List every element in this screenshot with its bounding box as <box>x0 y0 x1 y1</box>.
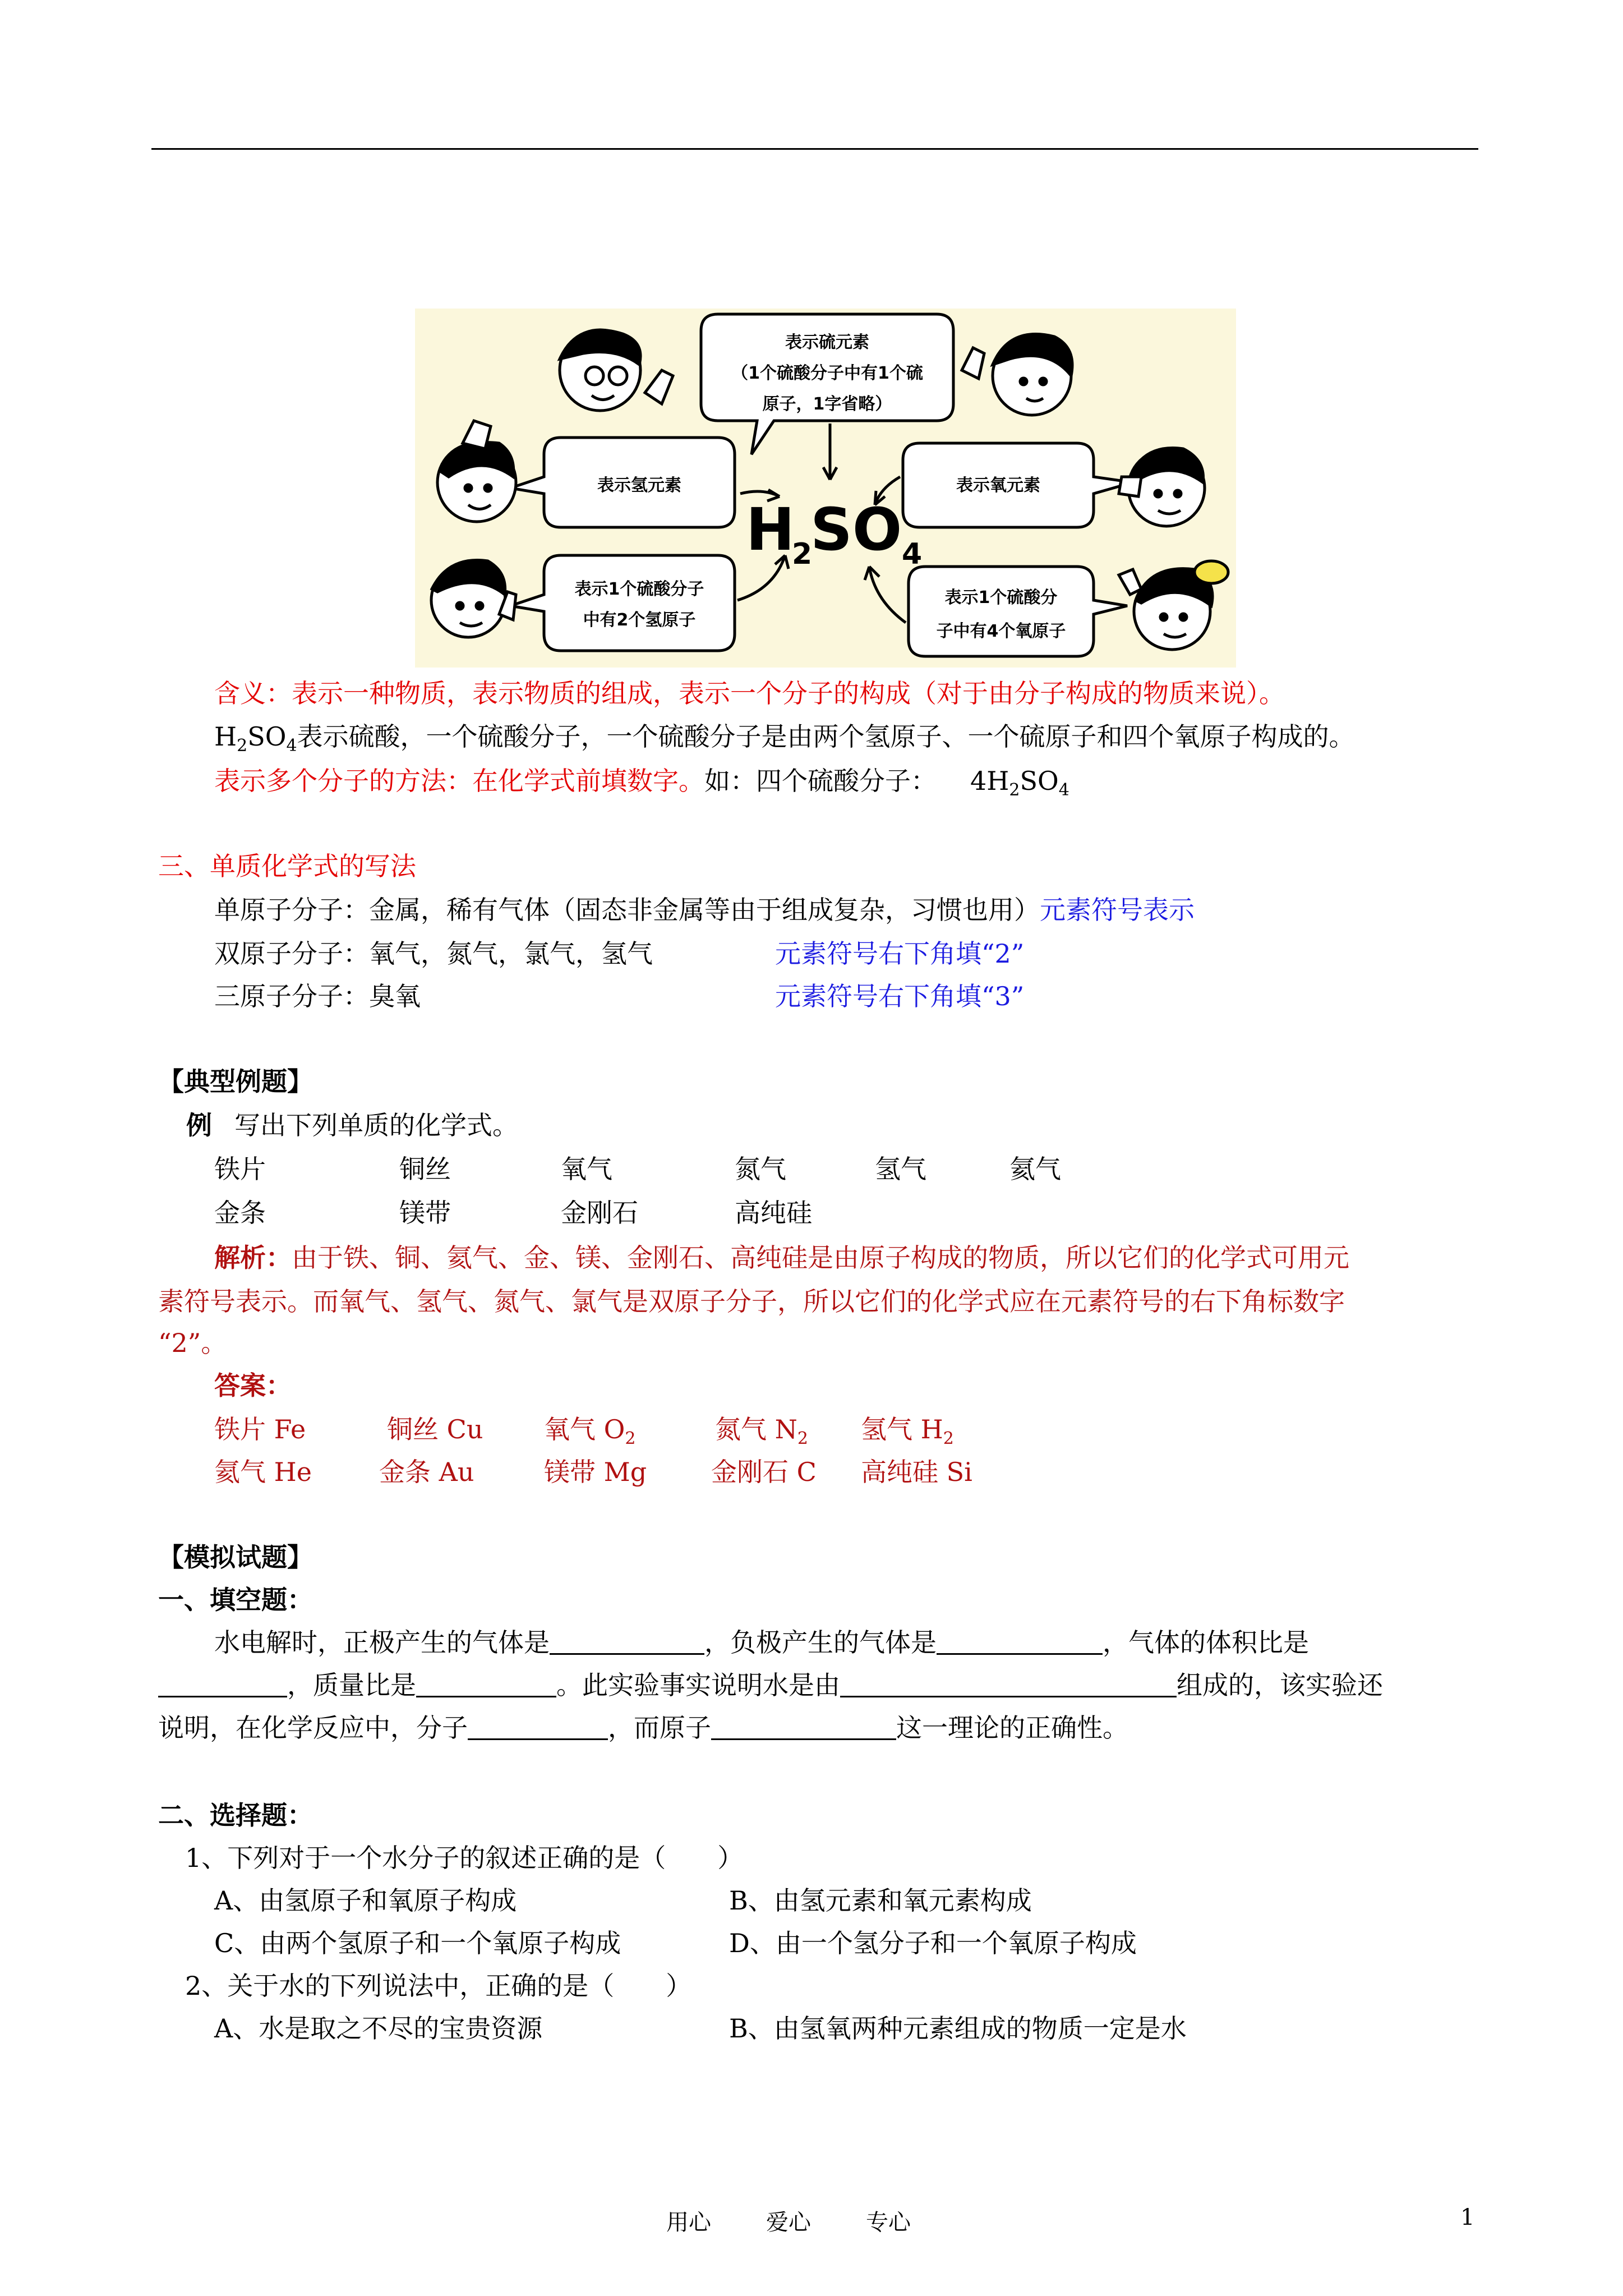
q1-option-c[interactable]: C、由两个氢原子和一个氧原子构成 <box>214 1928 621 1958</box>
analysis-line-3: “2”。 <box>158 1328 227 1358</box>
formula-so-sub: 4 <box>902 537 923 571</box>
section-3-title: 三、单质化学式的写法 <box>158 851 416 881</box>
question-1: 1、下列对于一个水分子的叙述正确的是（ ） <box>185 1843 744 1873</box>
answer-blank[interactable] <box>416 1671 556 1697</box>
multi-molecule-label: 表示多个分子的方法：在化学式前填数字。 <box>214 766 704 796</box>
fill-in-line-1: 水电解时，正极产生的气体是 ，负极产生的气体是 ，气体的体积比是 <box>214 1627 1309 1658</box>
h2so4-h: H <box>214 721 237 752</box>
example-item: 铁片 <box>214 1154 266 1184</box>
fill-in-title: 一、填空题： <box>158 1585 313 1615</box>
header-rule <box>151 148 1478 150</box>
section-3-row-1: 单原子分子：金属，稀有气体（固态非金属等由于组成复杂，习惯也用）元素符号表示 <box>214 895 1195 925</box>
fill-in-line-2: ，质量比是 。此实验事实说明水是由 组成的，该实验还 <box>158 1668 1383 1702</box>
section-3-row-2-text: 双原子分子：氧气，氮气，氯气，氢气 <box>214 938 653 969</box>
analysis-line-2: 素符号表示。而氧气、氢气、氮气、氯气是双原子分子，所以它们的化学式应在元素符号的右下角标数字 <box>158 1286 1345 1317</box>
meaning-line: 含义：表示一种物质，表示物质的组成，表示一个分子的构成（对于由分子构成的物质来说）。 <box>214 678 1285 708</box>
mock-heading: 【模拟试题】 <box>158 1542 313 1572</box>
answer-blank[interactable] <box>550 1628 704 1655</box>
bubble-top-line3: 原子，1字省略） <box>762 394 892 414</box>
example-question-line <box>186 1108 518 1142</box>
h2so4-h-sub: 2 <box>237 736 248 756</box>
bubble-left-text: 表示氢元素 <box>597 476 681 495</box>
example-item: 高纯硅 <box>735 1198 812 1228</box>
bubble-bottom-left-line1: 表示1个硫酸分子 <box>574 579 704 599</box>
choice-title: 二、选择题： <box>158 1800 313 1830</box>
formula-h: H <box>746 495 795 564</box>
h2so4-so: SO <box>247 721 287 752</box>
formula-so: SO <box>810 495 902 564</box>
fill-in-line-3: 说明，在化学反应中，分子 ，而原子 这一理论的正确性。 <box>158 1713 1128 1743</box>
answer-item: 镁带 Mg <box>544 1457 647 1487</box>
footer-motto-1: 用心 <box>666 2210 711 2235</box>
q1-option-b[interactable]: B、由氢元素和氧元素构成 <box>729 1885 1032 1916</box>
example-label: 例 <box>186 1110 212 1140</box>
example-item: 氮气 <box>735 1154 786 1184</box>
footer-motto-2: 爱心 <box>766 2210 811 2235</box>
multi-molecule-line <box>214 764 1069 807</box>
footer-motto-3: 专心 <box>866 2210 911 2235</box>
section-3-row-3-text: 三原子分子：臭氧 <box>214 981 421 1011</box>
answer-blank[interactable] <box>840 1671 1177 1697</box>
example-heading: 【典型例题】 <box>158 1066 313 1097</box>
answer-blank[interactable] <box>158 1671 287 1697</box>
bubble-bottom-left-line2: 中有2个氢原子 <box>583 610 696 630</box>
answer-label: 答案： <box>214 1370 292 1401</box>
answer-blank[interactable] <box>937 1628 1103 1655</box>
bubble-bottom-right <box>909 567 1127 656</box>
h2so4-description: 表示硫酸，一个硫酸分子，一个硫酸分子是由两个氢原子、一个硫原子和四个氧原子构成的。 <box>297 721 1355 752</box>
example-item: 铜丝 <box>399 1154 451 1184</box>
answer-item: 高纯硅 Si <box>861 1457 972 1487</box>
bubble-bottom-right-line1: 表示1个硫酸分 <box>944 588 1058 608</box>
answer-item: 氦气 He <box>214 1457 312 1487</box>
example-item: 镁带 <box>399 1198 451 1228</box>
example-item: 氦气 <box>1009 1154 1061 1184</box>
bubble-bottom-right-line2: 子中有4个氧原子 <box>936 622 1066 641</box>
q2-option-a[interactable]: A、水是取之不尽的宝贵资源 <box>214 2013 543 2044</box>
bubble-top-line2: （1个硫酸分子中有1个硫 <box>731 364 923 383</box>
formula-h-sub: 2 <box>792 537 813 571</box>
example-question: 写出下列单质的化学式。 <box>234 1110 518 1140</box>
page-number: 1 <box>1460 2205 1475 2230</box>
q2-option-b[interactable]: B、由氢氧两种元素组成的物质一定是水 <box>729 2013 1187 2044</box>
bubble-bottom-left <box>510 555 735 651</box>
multi-molecule-formula: $4H_2SO_4$ <box>970 766 1069 800</box>
multi-molecule-example: 如：四个硫酸分子： <box>704 766 937 796</box>
q1-option-d[interactable]: D、由一个氢分子和一个氧原子构成 <box>729 1928 1137 1958</box>
example-item: 氢气 <box>875 1154 926 1184</box>
answer-item: 氧气 $O_2$ <box>544 1414 636 1448</box>
answer-item: 铜丝 Cu <box>387 1414 483 1444</box>
answer-blank[interactable] <box>468 1714 608 1740</box>
analysis-line-1: 解析：由于铁、铜、氦气、金、镁、金刚石、高纯硅是由原子构成的物质，所以它们的化学式可用元 <box>214 1243 1349 1273</box>
analysis-label: 解析： <box>214 1243 292 1273</box>
h2so4-formula <box>746 495 922 571</box>
bubble-top-line1: 表示硫元素 <box>785 333 869 352</box>
example-item: 氧气 <box>561 1154 612 1184</box>
answer-item: 铁片 Fe <box>214 1414 306 1444</box>
example-item: 金条 <box>214 1198 266 1228</box>
section-3-row-3-rule: 元素符号右下角填“3” <box>775 981 1025 1011</box>
h2so4-line <box>214 720 1355 763</box>
answer-item: 金条 Au <box>379 1457 474 1487</box>
bubble-right-text: 表示氧元素 <box>956 476 1040 495</box>
answer-item: 氮气 $N_2$ <box>715 1414 808 1448</box>
question-2: 2、关于水的下列说法中，正确的是（ ） <box>185 1971 692 2001</box>
h2so4-cartoon-figure <box>415 309 1236 668</box>
section-3-row-2-rule: 元素符号右下角填“2” <box>775 938 1025 969</box>
h2so4-so-sub: 4 <box>286 736 297 756</box>
answer-item: 氢气 $H_2$ <box>861 1414 954 1448</box>
q1-option-a[interactable]: A、由氢原子和氧原子构成 <box>214 1885 517 1916</box>
example-item: 金刚石 <box>561 1198 638 1228</box>
answer-item: 金刚石 C <box>711 1457 817 1487</box>
answer-blank[interactable] <box>711 1714 896 1740</box>
row1-rule: 元素符号表示 <box>1040 895 1195 925</box>
